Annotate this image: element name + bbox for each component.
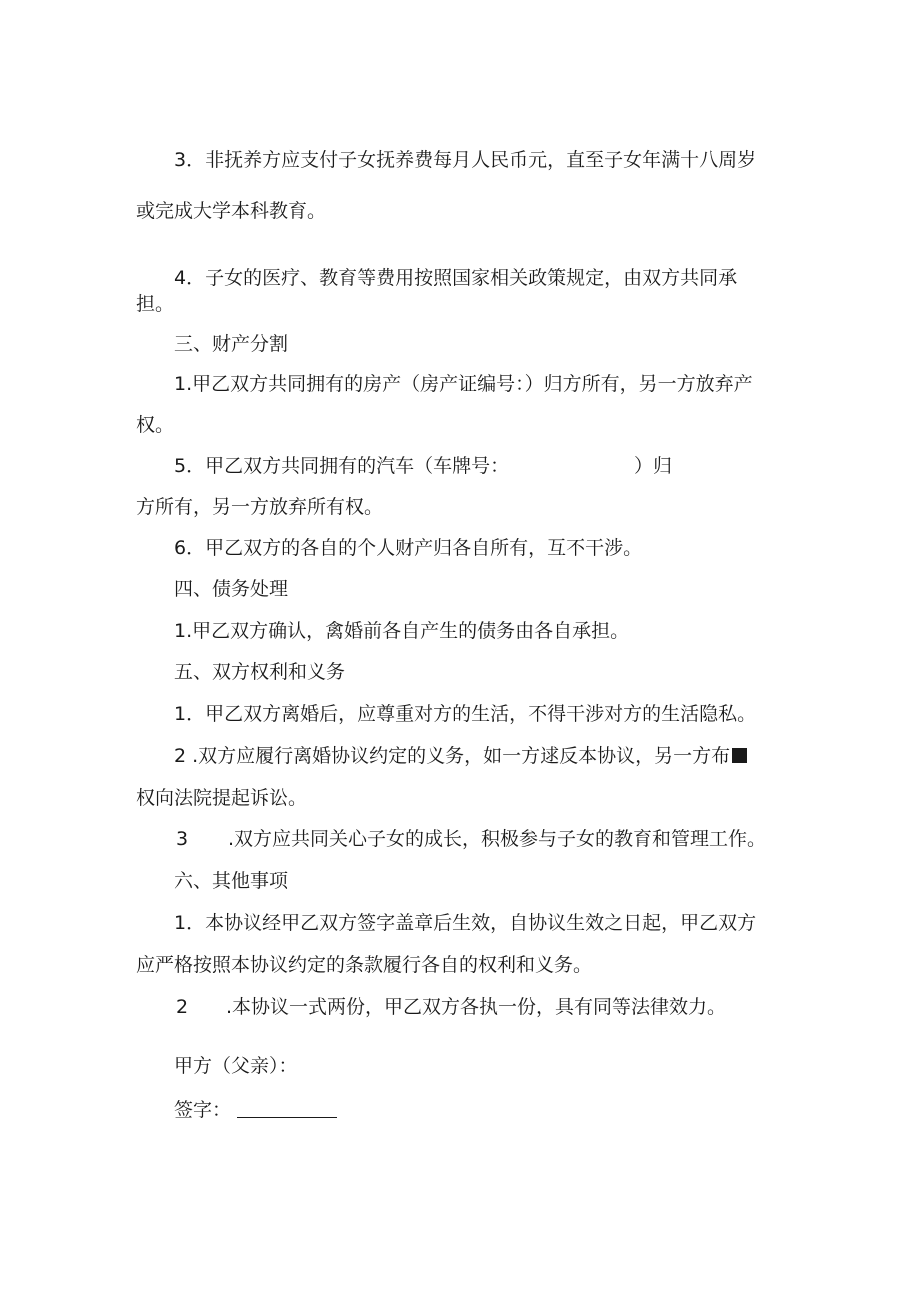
party-a-label: 甲方（父亲）： — [174, 1055, 298, 1077]
property-item-5-line-2: 方所有，另一方放弃所有权。 — [136, 496, 384, 518]
property-item-1-line-2: 权。 — [136, 414, 175, 436]
custody-item-4-line-1: 4．子女的医疗、教育等费用按照国家相关政策规定，由双方共同承 — [174, 267, 738, 289]
rights-item-2-text: 2 .双方应履行离婚协议约定的义务，如一方逑反本协议，另一方布 — [174, 745, 731, 767]
other-item-2-text: .本协议一式两份，甲乙双方各执一份，具有同等法律效力。 — [226, 996, 727, 1018]
other-item-1-line-1: 1．本协议经甲乙双方签字盖章后生效，自协议生效之日起，甲乙双方 — [174, 912, 757, 934]
rights-item-1: 1．甲乙双方离婚后，应尊重对方的生活，不得干涉对方的生活隐私。 — [174, 703, 757, 725]
other-item-1-line-2: 应严格按照本协议约定的条款履行各自的权利和义务。 — [136, 954, 593, 976]
signature-line[interactable] — [237, 1101, 337, 1118]
sign-label: 签字： — [174, 1099, 232, 1121]
rights-item-2-line-2: 权向法院提起诉讼。 — [136, 787, 308, 809]
property-item-5-line-1b: ）归 — [634, 455, 673, 477]
property-heading: 三、财产分割 — [174, 333, 289, 355]
property-item-5-line-1a: 5．甲乙双方共同拥有的汽车（车牌号： — [174, 455, 510, 477]
other-heading: 六、其他事项 — [174, 870, 289, 892]
other-item-2-number: 2 — [176, 996, 189, 1018]
debt-item-1: 1.甲乙双方确认，禽婚前各自产生的债务由各自承担。 — [174, 620, 630, 642]
rights-item-2-line-1 — [174, 744, 747, 768]
custody-item-3-line-1: 3．非抚养方应支付子女抚养费每月人民币元，直至子女年满十八周岁 — [174, 149, 757, 171]
debt-heading: 四、债务处理 — [174, 578, 289, 600]
black-square-glyph — [732, 748, 747, 763]
property-item-1-line-1: 1.甲乙双方共同拥有的房产（房产证编号：）归方所有，另一方放弃产 — [174, 373, 753, 395]
rights-item-3-text: .双方应共同关心子女的成长，积极参与子女的教育和管理工作。 — [228, 828, 767, 850]
property-item-6: 6．甲乙双方的各自的个人财产归各自所有，互不干涉。 — [174, 537, 643, 559]
rights-item-3-number: 3 — [176, 828, 189, 850]
custody-item-4-line-2: 担。 — [136, 293, 175, 315]
custody-item-3-line-2: 或完成大学本科教育。 — [136, 200, 327, 222]
rights-heading: 五、双方权利和义务 — [174, 661, 346, 683]
signature-row — [174, 1098, 337, 1122]
